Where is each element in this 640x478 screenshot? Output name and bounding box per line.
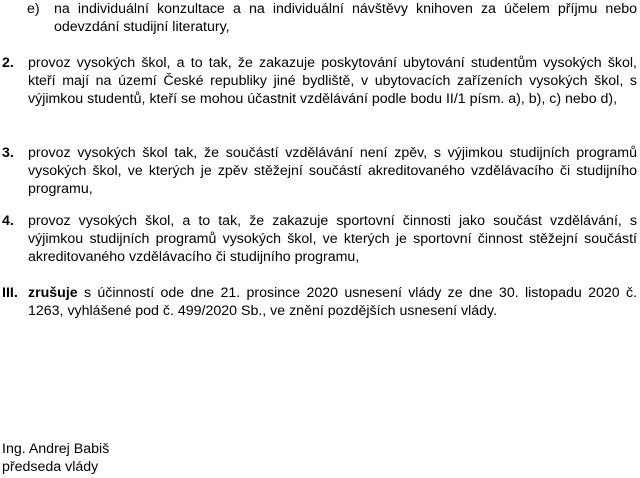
bold-lead: zrušuje xyxy=(28,285,78,301)
item-text: provoz vysokých škol, a to tak, že zakazuje sportovní činnosti jako součást vzdělávání, s výjimkou studijních programů vysokých škol, ve kterých je sportovní činnost stěžejní součástí akreditovaného vzdělávacího či studijního programu, xyxy=(28,213,637,265)
item-marker: 2. xyxy=(2,55,14,71)
item-marker: e) xyxy=(27,1,40,17)
item-marker: 4. xyxy=(2,213,14,229)
item-text: provoz vysokých škol tak, že součástí vzdělávání není zpěv, s výjimkou studijních programů vysokých škol, ve kterých je zpěv stěžejní součástí akreditovaného vzdělávacího či studijního programu, xyxy=(28,145,637,197)
signatory-name: Ing. Andrej Babiš xyxy=(2,441,110,457)
signatory-title: předseda vlády xyxy=(2,459,99,475)
item-marker: III. xyxy=(2,285,18,301)
signature-block xyxy=(2,440,109,476)
item-text-rest: s účinností ode dne 21. prosince 2020 usnesení vlády ze dne 30. listopadu 2020 č. 1263, vyhlášené pod č. 499/2020 Sb., ve znění pozdějších usnesení vlády. xyxy=(28,285,637,319)
item-marker: 3. xyxy=(2,145,14,161)
item-text: na individuální konzultace a na individuální návštěvy knihoven za účelem příjmu nebo odevzdání studijní literatury, xyxy=(54,1,637,35)
item-text: provoz vysokých škol, a to tak, že zakazuje poskytování ubytování studentům vysokých škol, kteří mají na území České republiky jiné bydliště, v ubytovacích zařízeních vysokých škol, s výjimkou studentů, kteří se mohou účastnit vzdělávání podle bodu II/1 písm. a), b), c) nebo d), xyxy=(28,55,637,107)
item-text xyxy=(28,284,637,320)
